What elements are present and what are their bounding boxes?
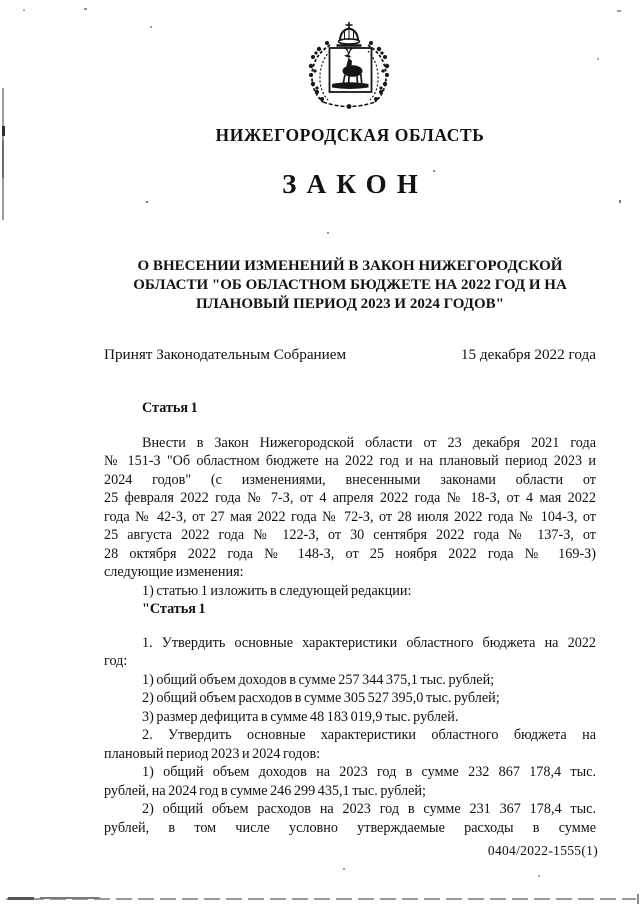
document-line: год: [104,653,128,669]
scan-speck [23,9,25,11]
scan-artifact-bottom-line [6,898,636,900]
scan-speck [84,8,87,10]
document-line: плановый период 2023 и 2024 годов: [104,745,321,762]
document-line: года № 42-З, от 27 мая 2022 года № 72-З, от 28 июля 2022 года № 104-З, от [104,508,596,525]
adoption-row [104,346,596,364]
document-body [104,399,596,837]
document-type-heading: ЗАКОН [282,169,429,199]
footer-document-code: 0404/2022-1555(1) [487,843,598,858]
document-line: 2) общий объем расходов в сумме 305 527 395,0 тыс. рублей; [142,690,500,706]
scan-artifact [2,126,5,136]
scan-speck [150,26,152,28]
scan-speck [619,200,621,203]
document-line: следующие изменения: [104,564,244,580]
document-line: 1) общий объем доходов на 2023 год в сумме 232 867 178,4 тыс. [142,764,596,780]
document-line: Статья 1 [142,400,198,416]
document-line: 1) общий объем доходов в сумме 257 344 375,1 тыс. рублей; [142,671,495,688]
document-line: 2024 годов" (с изменениями, внесенными законами области от [104,471,596,488]
scan-speck [538,875,540,877]
law-title-line: ОБЛАСТИ "ОБ ОБЛАСТНОМ БЮДЖЕТЕ НА 2022 ГОД И НА [133,277,567,293]
adoption-date: 15 декабря 2022 года [460,346,596,363]
document-line: 2. Утвердить основные характеристики областного бюджета на [142,727,596,743]
document-line: 28 октября 2022 года № 148-З, от 25 ноября 2022 года № 169-З) [104,545,596,562]
coat-of-arms-icon [299,21,399,114]
document-line: 25 августа 2022 года № 122-З, от 30 сентября 2022 года № 137-З, от [104,527,596,543]
scan-artifact [2,140,4,178]
scan-speck [617,10,621,12]
scan-artifact [637,894,639,904]
document-line: № 151-З "Об областном бюджете на 2022 год и на плановый период 2023 и [104,453,596,469]
region-title: НИЖЕГОРОДСКАЯ ОБЛАСТЬ [215,125,485,145]
scan-speck [597,58,599,60]
document-line: 1) статью 1 изложить в следующей редакции: [142,582,412,599]
document-line: рублей, на 2024 год в сумме 246 299 435,1 тыс. рублей; [104,782,426,799]
document-line: 25 февраля 2022 года № 7-З, от 4 апреля 2022 года № 18-З, от 4 мая 2022 [104,490,596,506]
adopted-by-text: Принят Законодательным Собранием [104,346,347,363]
scan-speck [343,868,345,870]
law-title-line: ПЛАНОВЫЙ ПЕРИОД 2023 И 2024 ГОДОВ" [196,296,504,312]
document-line: 3) размер дефицита в сумме 48 183 019,9 тыс. рублей. [142,708,459,725]
document-line: "Статья 1 [142,601,206,617]
scan-speck [146,201,148,203]
scan-speck [433,170,435,172]
scan-speck [327,232,329,234]
law-title-line: О ВНЕСЕНИИ ИЗМЕНЕНИЙ В ЗАКОН НИЖЕГОРОДСКОЙ [137,258,563,274]
document-line: Внести в Закон Нижегородской области от 23 декабря 2021 года [142,434,596,451]
document-line: 2) общий объем расходов на 2023 год в сумме 231 367 178,4 тыс. [142,801,596,817]
document-line: рублей, в том числе условно утверждаемые расходы в сумме [104,819,596,836]
law-title [104,257,596,314]
scan-artifact [40,897,100,899]
scan-artifact [8,897,34,900]
document-line: 1. Утвердить основные характеристики областного бюджета на 2022 [142,634,596,651]
